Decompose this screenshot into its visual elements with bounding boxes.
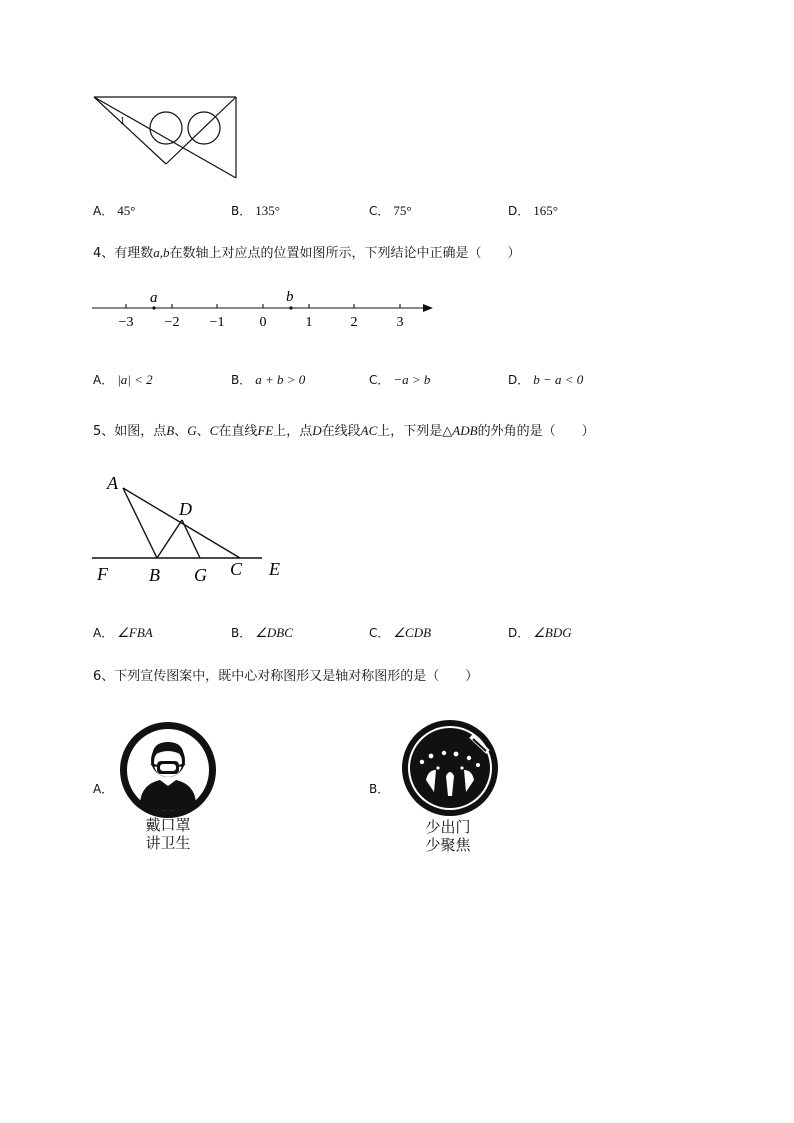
q3-line-cross bbox=[94, 97, 166, 164]
q4-point-a bbox=[152, 306, 155, 309]
q4-option-d[interactable]: D． b − a < 0 bbox=[508, 372, 584, 387]
q5-option-b[interactable]: B． ∠DBC bbox=[231, 625, 293, 640]
q6-option-b-caption-line1: 少出门 bbox=[425, 818, 471, 836]
no-crowd-icon[interactable] bbox=[400, 718, 500, 818]
q3-line-cross2 bbox=[166, 97, 236, 164]
q6-option-a-caption-line2: 讲卫生 bbox=[145, 834, 191, 852]
q6-option-b-label[interactable]: B． bbox=[369, 782, 390, 796]
q3-figure bbox=[90, 92, 242, 182]
q3-line-left-diag bbox=[94, 97, 236, 178]
q3-circle-left bbox=[150, 112, 182, 144]
mask-person-icon[interactable] bbox=[118, 720, 218, 820]
q4-option-b[interactable]: B． a + b > 0 bbox=[231, 372, 306, 387]
q4-stem: 4、有理数a,b在数轴上对应点的位置如图所示，下列结论中正确是（ ） bbox=[93, 245, 521, 261]
q3-option-b[interactable]: B． 135° bbox=[231, 203, 280, 218]
q5-label-a: A bbox=[107, 473, 118, 493]
q3-option-c[interactable]: C． 75° bbox=[369, 203, 412, 218]
q5-label-e: E bbox=[269, 559, 280, 579]
q4-axis-arrow bbox=[423, 304, 433, 312]
q5-label-d: D bbox=[179, 499, 192, 519]
q4-option-c[interactable]: C． −a > b bbox=[369, 372, 431, 387]
q5-figure bbox=[88, 468, 298, 588]
q5-label-b: B bbox=[149, 565, 160, 585]
q5-option-a[interactable]: A． ∠FBA bbox=[93, 625, 153, 640]
q4-point-a-label: a bbox=[150, 290, 158, 306]
q5-segment-dg bbox=[182, 520, 200, 558]
q5-label-g: G bbox=[194, 565, 207, 585]
q5-option-c[interactable]: C． ∠CDB bbox=[369, 625, 432, 640]
q3-option-d[interactable]: D． 165° bbox=[508, 203, 558, 218]
q5-label-c: C bbox=[230, 559, 243, 579]
q6-stem: 6、下列宣传图案中，既中心对称图形又是轴对称图形的是（ ） bbox=[93, 669, 479, 684]
q4-tick-label-4: 1 bbox=[305, 315, 313, 330]
q4-tick-label-2: −1 bbox=[209, 315, 225, 330]
q4-option-a[interactable]: A． |a| < 2 bbox=[93, 372, 153, 387]
q4-tick-label-0: −3 bbox=[118, 315, 134, 330]
q3-option-a[interactable]: A． 45° bbox=[93, 203, 136, 218]
q6-option-b-caption-line2: 少聚焦 bbox=[425, 836, 471, 854]
q4-tick-label-3: 0 bbox=[259, 315, 267, 330]
q4-tick-label-5: 2 bbox=[350, 315, 358, 330]
q5-option-d[interactable]: D． ∠BDG bbox=[508, 625, 572, 640]
q6-option-a-caption bbox=[128, 816, 208, 852]
q6-option-b-caption bbox=[408, 818, 488, 854]
q5-segment-db bbox=[157, 520, 182, 558]
q5-stem: 5、如图，点B、G、C在直线FE上，点D在线段AC上，下列是△ADB的外角的是（ ） bbox=[93, 423, 595, 439]
q6-option-a-caption-line1: 戴口罩 bbox=[145, 816, 191, 834]
q4-point-b-label: b bbox=[286, 289, 294, 305]
q3-angle-label: 1 bbox=[120, 116, 125, 127]
q5-label-f: F bbox=[97, 564, 108, 584]
q4-number-line bbox=[88, 284, 438, 332]
q4-tick-label-1: −2 bbox=[164, 315, 180, 330]
q6-option-a-label[interactable]: A． bbox=[93, 782, 114, 796]
q4-tick-label-6: 3 bbox=[396, 315, 404, 330]
q4-point-b bbox=[289, 306, 292, 309]
